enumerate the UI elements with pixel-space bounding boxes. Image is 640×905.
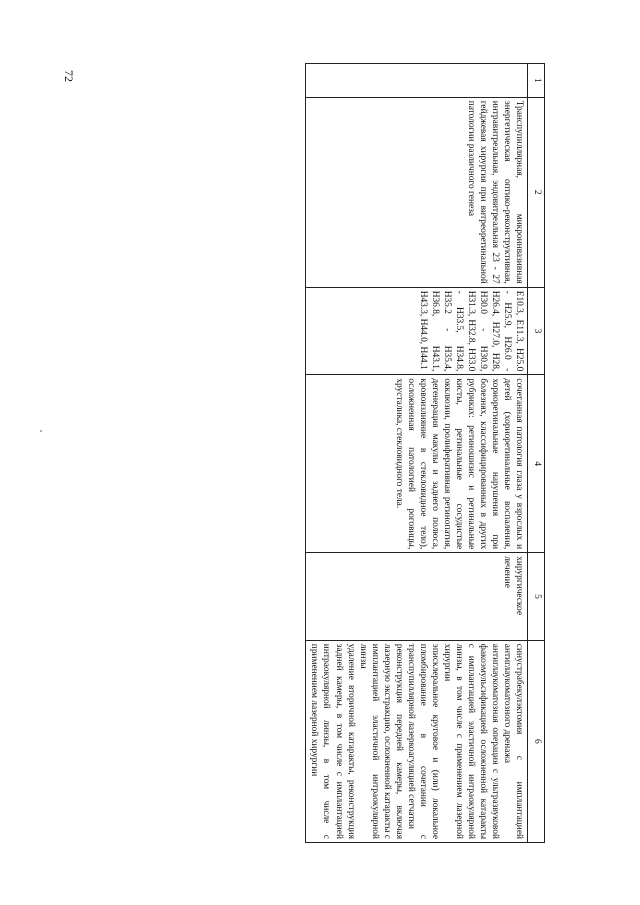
rotated-page — [115, 63, 545, 843]
header-col-4: 4 — [528, 375, 545, 553]
header-col-2: 2 — [528, 97, 545, 287]
treatment-method-item: синустрабекулэктомия с имплантацией антиглаукоматозного дренажа — [501, 643, 524, 839]
header-col-6: 6 — [528, 640, 545, 842]
treatment-method-item: реконструкция передней камеры, включая лазерную экстракцию, осложненной катаракты с имплантацией эластичной интраокулярной линзы — [357, 643, 404, 839]
header-col-1: 1 — [528, 64, 545, 98]
treatment-method-item: антиглаукоматозная операция с ультразвуковой факоэмульсификацией осложненной катаракты с имплантацией эластичной интраокулярной линзы, в том числе с применением лазерной хирургии — [441, 643, 500, 839]
table-row — [306, 64, 528, 843]
cell-icd-codes: E10.3, E11.3, H25.0 - H25.9, H26.0 - H26.4, H27.0, H28, H30.0 - H30.9, H31.3, H32.8, H33.0 - H33.5, H34.8, H35.2 - H35.4, H36.8, H43.1, H43.3, H44.0, H44.1 — [306, 287, 528, 375]
page-number: 72 — [62, 70, 76, 82]
scan-speck — [40, 430, 42, 432]
header-col-5: 5 — [528, 553, 545, 641]
header-col-3: 3 — [528, 287, 545, 375]
treatment-method-item: эписклеральное круговое и (или) локальное пломбирование в сочетании с транспупиллярной лазеркоагуляцией сетчатки — [405, 643, 440, 839]
cell-pathology-model: сочетанная патология глаза у взрослых и детей (хориоретинальные воспаления, хориоретинальные нарушения при болезнях, классифицированных в других рубриках: ретиношизис и ретинальные кисты, ретинальные сосудистые окклюзии, пролиферативная ретинопатия, дегенерация макулы и заднего полюса, кровоизлияние в стекловидное тело), осложненная патологией роговицы, хрусталика, стекловидного тела. — [306, 375, 528, 553]
table-header-row — [528, 64, 545, 843]
procedure-table — [305, 63, 545, 843]
cell-treatment-methods — [306, 640, 528, 842]
cell-number — [306, 64, 528, 98]
cell-treatment-type: хирургическое лечение — [306, 553, 528, 641]
cell-method-name: Транспупиллярная, микроинвазивная энергетическая оптико-реконструктивная, интравитреальная, эндовитреальная 23 - 27 гейджевая хирургия при витреоретинальной патологии различного генеза — [306, 97, 528, 287]
treatment-method-item: удаление вторичной катаракты, реконструкция задней камеры, в том числе с имплантацией интраокулярной линзы, в том числе с применением лазерной хирургии — [309, 643, 356, 839]
